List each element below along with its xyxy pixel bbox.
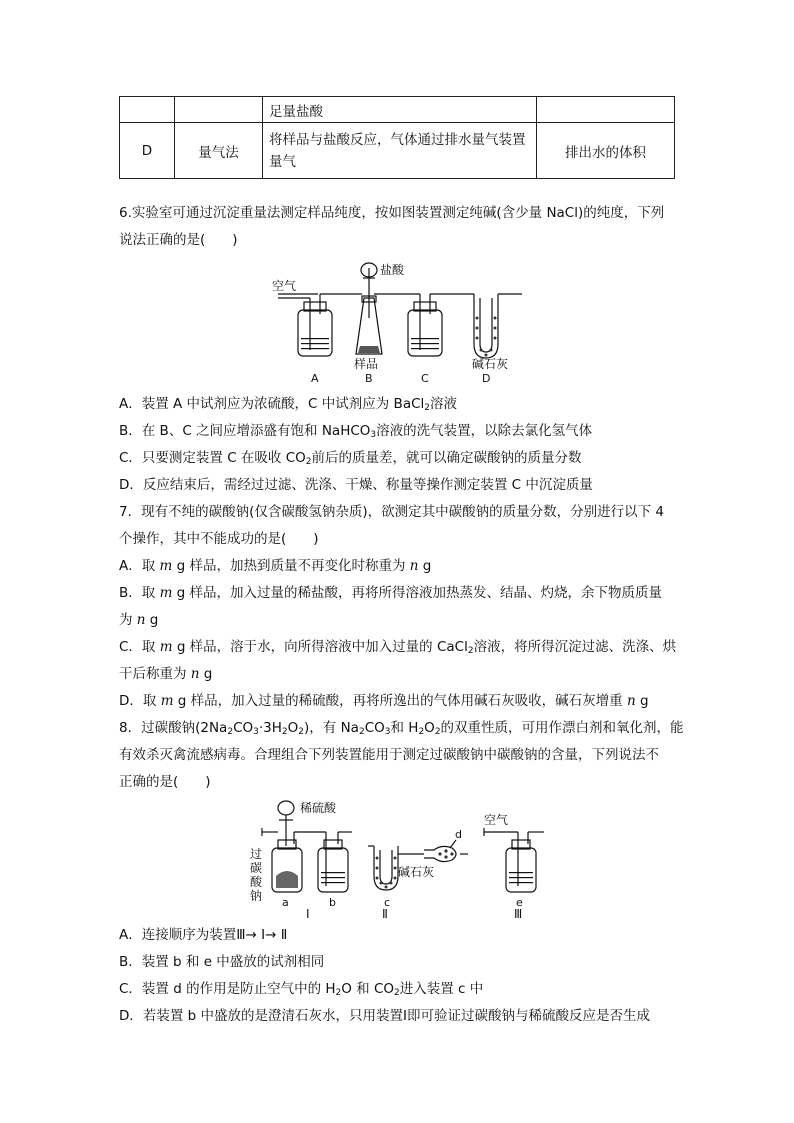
q6-stem-line2: 说法正确的是( ) (119, 232, 238, 248)
label-soda-lime: 碱石灰 (398, 865, 435, 879)
q8-option-c: C．装置 d 的作用是防止空气中的 $H_2O$ 和 $CO_2$进入装置 c 中 (119, 981, 484, 998)
method-table (119, 96, 675, 179)
q6-option-d: D．反应结束后，需经过过滤、洗涤、干燥、称量等操作测定装置 C 中沉淀质量 (119, 477, 593, 493)
q7-option-c-line2: 干后称重为 n g (119, 666, 213, 682)
table-cell (175, 97, 263, 123)
table-row (120, 97, 675, 123)
q6-option-b: B．在 B、C 之间应增添盛有饱和 NaHCO$_3$溶液的洗气装置，以除去氯化氢气体 (119, 423, 593, 440)
label-b: b (329, 896, 336, 909)
label-sample: 样品 (354, 357, 379, 371)
q6-option-a: A．装置 A 中试剂应为浓硫酸，C 中试剂应为 BaCl$_2$溶液 (119, 396, 458, 413)
q8-stem-line2: 有效杀灭禽流感病毒。合理组合下列装置能用于测定过碳酸钠中碳酸钠的含量，下列说法不 (119, 747, 659, 763)
table-cell: D (120, 123, 175, 179)
q8-option-d: D．若装置 b 中盛放的是澄清石灰水，只用装置Ⅰ即可验证过碳酸钠与稀硫酸反应是否生成 (119, 1008, 651, 1024)
label-D: D (482, 372, 491, 385)
label-e: e (516, 896, 523, 909)
q6-option-c: C．只要测定装置 C 在吸收 $CO_2$前后的质量差，就可以确定碳酸钠的质量分数 (119, 450, 582, 467)
label-suan: 酸 (250, 875, 263, 889)
table-cell: 量气法 (175, 123, 263, 179)
q7-option-c-line1: C．取 m g 样品，溶于水，向所得溶液中加入过量的 CaCl$_2$溶液，将所得沉淀过滤、洗涤、烘 (119, 639, 677, 656)
label-dilute-sulfuric-acid: 稀硫酸 (300, 801, 337, 815)
label-C: C (421, 372, 429, 385)
q7-stem-line2: 个操作，其中不能成功的是( ) (119, 531, 319, 547)
q7-option-b-line1: B．取 m g 样品，加入过量的稀盐酸，再将所得溶液加热蒸发、结晶、灼烧，余下物质质量 (119, 585, 663, 601)
q8-apparatus-diagram (248, 796, 550, 920)
q7-option-d: D．取 m g 样品，加入过量的稀硫酸，再将所逸出的气体用碱石灰吸收，碱石灰增重 n g (119, 693, 649, 709)
q6-apparatus-diagram (268, 258, 528, 388)
label-air: 空气 (484, 813, 509, 827)
label-d: d (455, 828, 462, 841)
q8-stem-line3: 正确的是( ) (119, 774, 211, 790)
q7-stem-line1: 7．现有不纯的碳酸钠(仅含碳酸氢钠杂质)，欲测定其中碳酸钠的质量分数，分别进行以下 4 (119, 504, 665, 520)
table-cell (263, 123, 537, 179)
table-row (120, 123, 675, 179)
label-unit-III: Ⅲ (514, 907, 523, 920)
label-soda-lime: 碱石灰 (472, 357, 509, 371)
label-B: B (365, 372, 373, 385)
q7-option-a: A．取 m g 样品，加热到质量不再变化时称重为 n g (119, 558, 432, 574)
cell-line: 量气 (269, 153, 296, 170)
q7-option-b-line2: 为 n g (119, 612, 159, 628)
table-cell (537, 97, 675, 123)
label-c: c (384, 896, 391, 909)
q8-option-b: B．装置 b 和 e 中盛放的试剂相同 (119, 954, 325, 970)
label-tan: 碳 (250, 861, 263, 875)
label-a: a (282, 896, 289, 909)
cell-line: 将样品与盐酸反应，气体通过排水量气装置 (269, 131, 526, 148)
label-na: 钠 (250, 889, 263, 903)
table-cell: 足量盐酸 (263, 97, 537, 123)
label-unit-II: Ⅱ (382, 907, 388, 920)
q8-option-a: A．连接顺序为装置Ⅲ→ Ⅰ→ Ⅱ (119, 927, 288, 943)
q8-stem-line1: 8．过碳酸钠$(2Na_2CO_3\cdot 3H_2O_2)$，有 $Na_2CO_3$和 $H_2O_2$的双重性质，可用作漂白剂和氧化剂，能 (119, 720, 684, 737)
table-cell (120, 97, 175, 123)
q6-stem-line1: 6.实验室可通过沉淀重量法测定样品纯度，按如图装置测定纯碱(含少量 NaCl)的纯度，下列 (119, 205, 665, 221)
label-air: 空气 (272, 279, 297, 293)
label-unit-I: Ⅰ (306, 907, 310, 920)
label-guo: 过 (250, 847, 263, 861)
label-acid: 盐酸 (380, 263, 405, 277)
label-A: A (311, 372, 319, 385)
table-cell: 排出水的体积 (537, 123, 675, 179)
